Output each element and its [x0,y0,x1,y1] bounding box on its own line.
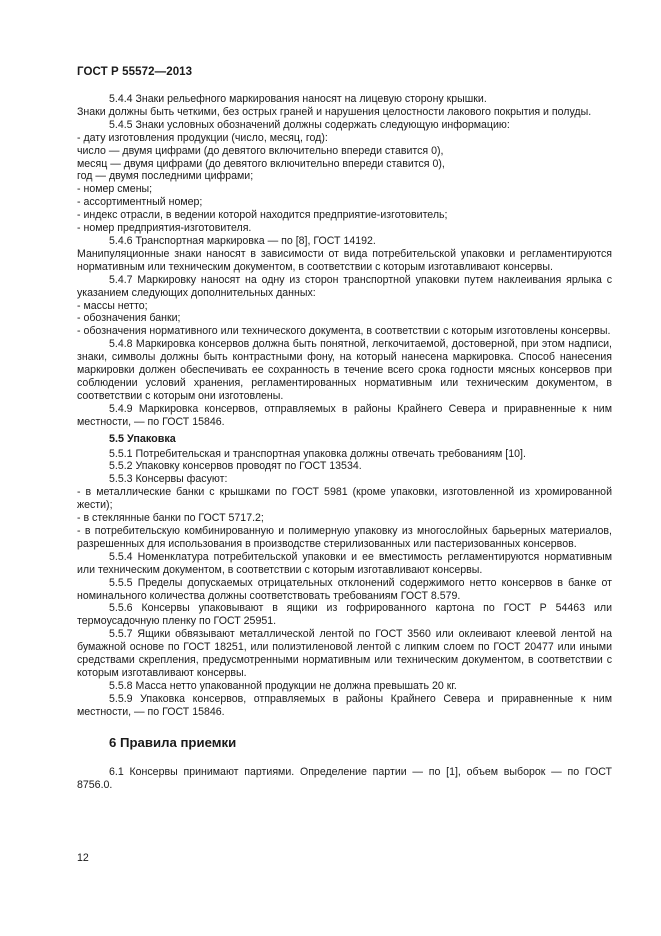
paragraph: - номер смены; [77,183,153,196]
chapter-heading: 6 Правила приемки [109,734,237,750]
paragraph: 5.5.1 Потребительская и транспортная упаковка должны отвечать требованиям [10]. [109,447,526,460]
paragraph: число — двумя цифрами (до девятого включительно впереди ставится 0), [77,144,444,157]
paragraph: 5.5.7 Ящики обвязывают металлической лентой по ГОСТ 3560 или оклеивают клеевой лентой на бумажной основе по ГОСТ 18251, или полиэтиленовой лентой с липким слоем по ГОСТ 20477 или иными средствами скрепления, предусмотренными нормативным или техническим документом, в соответствии с которым изготавливают консервы. [77,628,612,679]
paragraph: 5.5.2 Упаковку консервов проводят по ГОСТ 13534. [109,460,362,473]
paragraph: 5.4.5 Знаки условных обозначений должны содержать следующую информацию: [109,118,510,131]
paragraph: 5.4.9 Маркировка консервов, отправляемых в районы Крайнего Севера и приравненные к ним местности, — по ГОСТ 15846. [77,402,612,428]
section-heading: 5.5 Упаковка [109,432,176,445]
paragraph: - массы нетто; [77,299,148,312]
paragraph: 5.4.4 Знаки рельефного маркирования наносят на лицевую сторону крышки. [109,93,487,105]
paragraph: 5.4.8 Маркировка консервов должна быть понятной, легкочитаемой, достоверной, при этом надписи, знаки, символы должны быть контрастными фону, на который нанесена маркировка. Способ нанесения маркировки должен обеспечивать ее сохранность в течение всего срока годности мясных консервов при соблюдении условий хранения, регламентированных нормативным или техническим документом, в соответствии с которым они изготовлены. [77,338,612,402]
document-header: ГОСТ Р 55572—2013 [77,66,193,78]
document-body [77,93,612,791]
paragraph: - в металлические банки с крышками по ГОСТ 5981 (кроме упаковки, изготовленной из хромированной жести); [77,486,612,512]
paragraph: 5.4.6 Транспортная маркировка — по [8], ГОСТ 14192. [109,234,376,247]
paragraph: 5.5.5 Пределы допускаемых отрицательных отклонений содержимого нетто консервов в банке от номинального количества должны соответствовать требованиям ГОСТ 8.579. [77,576,612,602]
paragraph: - обозначения банки; [77,312,181,325]
page-number: 12 [77,852,89,864]
paragraph: - обозначения нормативного или технического документа, в соответствии с которым изготовлены консервы. [77,325,611,338]
paragraph: - в потребительскую комбинированную и полимерную упаковку из многослойных барьерных материалов, разрешенных для использования в производстве стерилизованных или пастеризованных консервов. [77,525,612,550]
paragraph: 5.5.6 Консервы упаковывают в ящики из гофрированного картона по ГОСТ Р 54463 или термоусадочную пленку по ГОСТ 25951. [77,602,612,628]
paragraph: месяц — двумя цифрами (до девятого включительно впереди ставится 0), [77,157,445,170]
paragraph: 6.1 Консервы принимают партиями. Определение партии — по [1], объем выборок — по ГОСТ 8756.0. [77,765,612,791]
paragraph: 5.4.7 Маркировку наносят на одну из сторон транспортной упаковки путем наклеивания ярлыка с указанием следующих дополнительных данных: [77,273,612,299]
paragraph: - индекс отрасли, в ведении которой находится предприятие-изготовитель; [77,209,448,222]
paragraph: Манипуляционные знаки наносят в зависимости от вида потребительской упаковки и регламентируются нормативным или техническим документом, в соответствии с которым изготавливают консервы. [77,247,612,273]
paragraph: 5.5.4 Номенклатура потребительской упаковки и ее вместимость регламентируются нормативным или техническим документом, в соответствии с которым изготавливают консервы. [77,550,612,576]
paragraph: год — двумя последними цифрами; [77,170,254,183]
paragraph: - номер предприятия-изготовителя. [77,222,252,235]
paragraph: 5.5.8 Масса нетто упакованной продукции не должна превышать 20 кг. [109,679,457,692]
paragraph: - в стеклянные банки по ГОСТ 5717.2; [77,512,264,525]
paragraph: - дату изготовления продукции (число, месяц, год): [77,131,328,144]
paragraph: - ассортиментный номер; [77,196,203,209]
paragraph: 5.5.9 Упаковка консервов, отправляемых в районы Крайнего Севера и приравненные к ним местности, — по ГОСТ 15846. [77,692,612,718]
paragraph: Знаки должны быть четкими, без острых граней и нарушения целостности лакового покрытия и полуды. [77,105,592,118]
paragraph: 5.5.3 Консервы фасуют: [109,473,228,486]
